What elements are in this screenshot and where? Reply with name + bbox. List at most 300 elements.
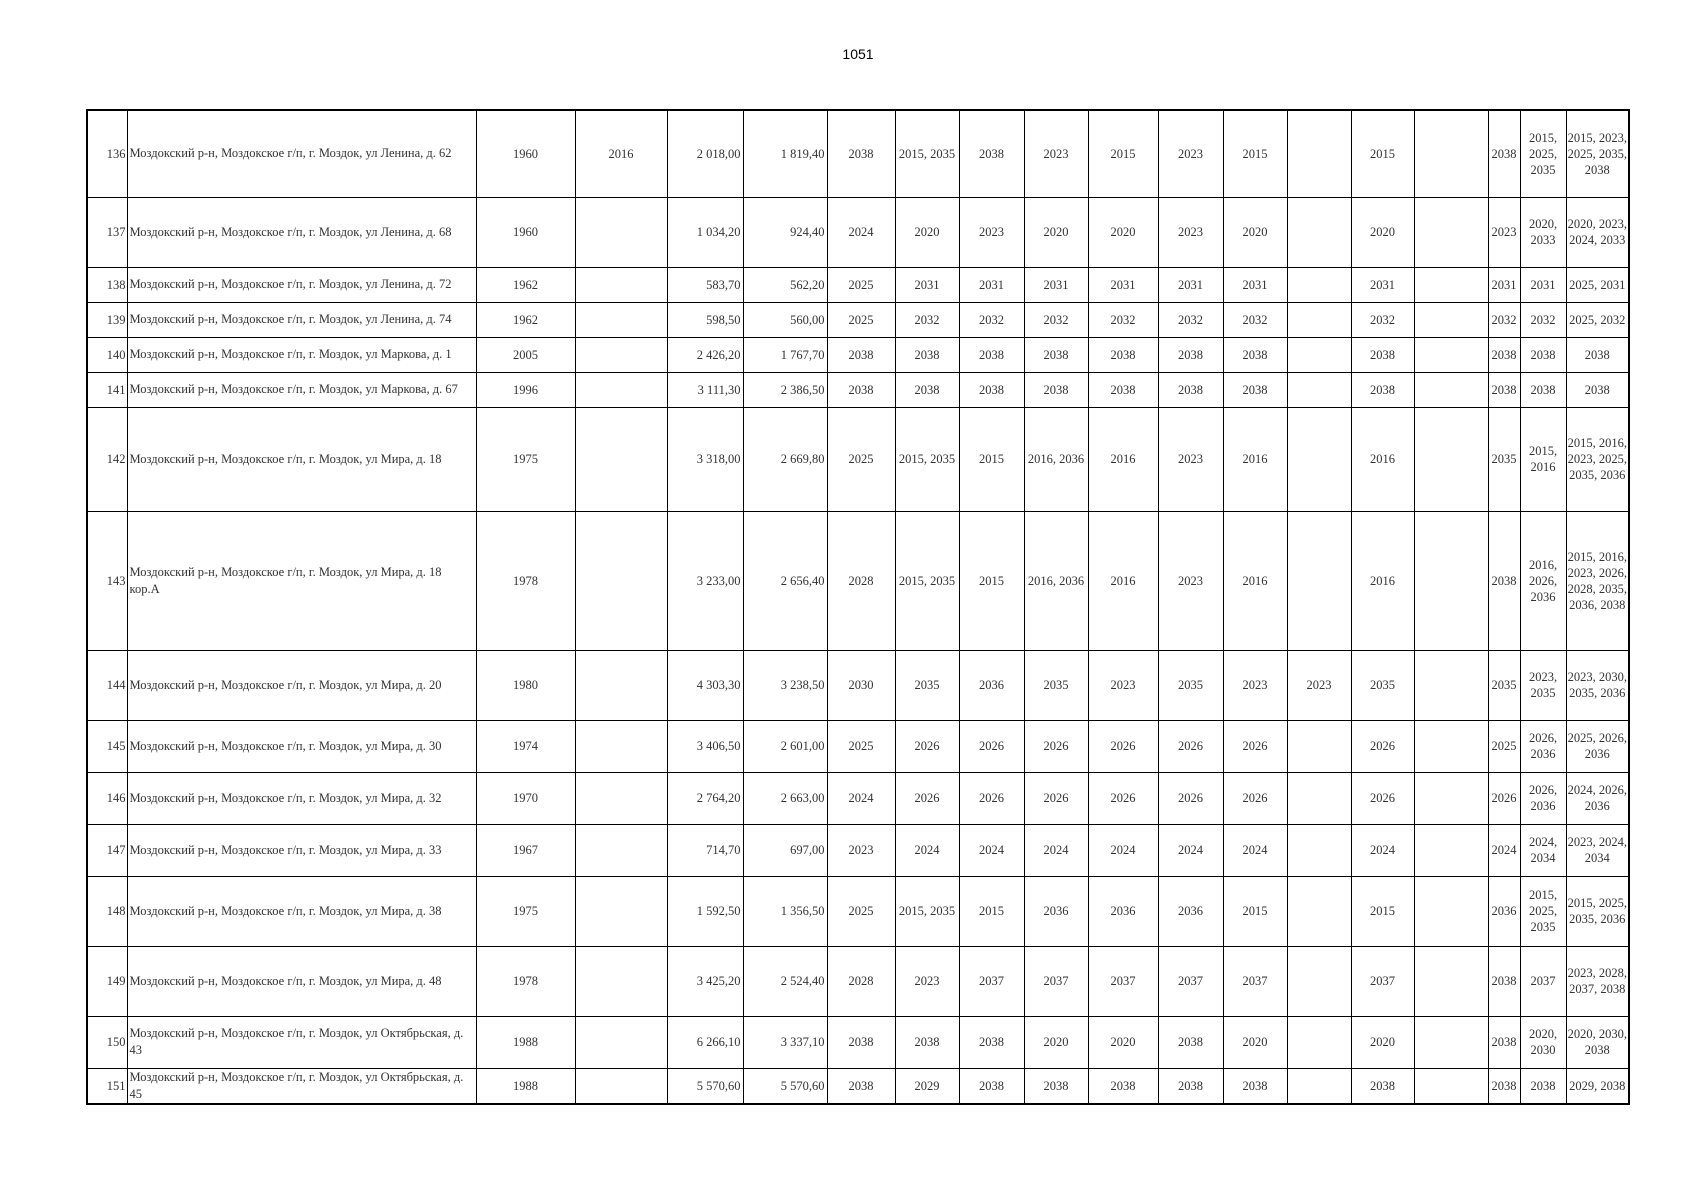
elevator-repair-year: [1287, 197, 1351, 267]
table-row: [87, 1016, 1629, 1068]
facade-repair-year: [1414, 720, 1488, 772]
facade-repair-year: [1414, 302, 1488, 337]
table-row: [87, 876, 1629, 946]
gas-repair-year: 2031: [1223, 267, 1287, 302]
privatization-year: [575, 407, 667, 511]
metering-repair-year: 2020, 2033: [1520, 197, 1566, 267]
total-area: 3 406,50: [667, 720, 743, 772]
build-year: 1978: [476, 946, 575, 1016]
living-area: 3 238,50: [743, 650, 827, 720]
roof-repair-year: 2028: [827, 511, 895, 650]
electric-repair-year: 2038: [1158, 337, 1223, 372]
foundation-repair-year: 2035: [1488, 407, 1520, 511]
roof-repair-year: 2025: [827, 720, 895, 772]
cold-water-repair-year: 2024: [1024, 824, 1088, 876]
sewerage-repair-year: 2023: [1088, 650, 1158, 720]
address: Моздокский р-н, Моздокское г/п, г. Моздок, ул Октябрьская, д. 43: [127, 1016, 476, 1068]
facade-repair-year: [1414, 946, 1488, 1016]
total-area: 714,70: [667, 824, 743, 876]
gas-repair-year: 2015: [1223, 876, 1287, 946]
electric-repair-year: 2038: [1158, 372, 1223, 407]
living-area: 924,40: [743, 197, 827, 267]
cold-water-repair-year: 2036: [1024, 876, 1088, 946]
facade-repair-year: [1414, 1068, 1488, 1104]
sewerage-repair-year: 2037: [1088, 946, 1158, 1016]
foundation-repair-year: 2038: [1488, 372, 1520, 407]
gas-repair-year: 2038: [1223, 372, 1287, 407]
roof-repair-year: 2024: [827, 197, 895, 267]
cold-water-repair-year: 2023: [1024, 110, 1088, 197]
table-row: [87, 946, 1629, 1016]
basement-repair-year: 2015: [1351, 110, 1414, 197]
living-area: 560,00: [743, 302, 827, 337]
sewerage-repair-year: 2032: [1088, 302, 1158, 337]
table-row: [87, 197, 1629, 267]
living-area: 3 337,10: [743, 1016, 827, 1068]
facade-repair-year: [1414, 372, 1488, 407]
cold-water-repair-year: 2031: [1024, 267, 1088, 302]
address: Моздокский р-н, Моздокское г/п, г. Моздок, ул Мира, д. 20: [127, 650, 476, 720]
cold-water-repair-year: 2038: [1024, 372, 1088, 407]
cold-water-repair-year: 2038: [1024, 1068, 1088, 1104]
basement-repair-year: 2020: [1351, 197, 1414, 267]
address: Моздокский р-н, Моздокское г/п, г. Моздок, ул Ленина, д. 62: [127, 110, 476, 197]
facade-repair-year: [1414, 267, 1488, 302]
elevator-repair-year: [1287, 302, 1351, 337]
basement-repair-year: 2015: [1351, 876, 1414, 946]
sewerage-repair-year: 2024: [1088, 824, 1158, 876]
facade-repair-year: [1414, 772, 1488, 824]
heating-repair-year: 2026: [895, 772, 959, 824]
elevator-repair-year: [1287, 876, 1351, 946]
row-number: 149: [87, 946, 127, 1016]
total-area: 598,50: [667, 302, 743, 337]
foundation-repair-year: 2038: [1488, 946, 1520, 1016]
total-area: 3 233,00: [667, 511, 743, 650]
total-area: 3 425,20: [667, 946, 743, 1016]
heating-repair-year: 2020: [895, 197, 959, 267]
facade-repair-year: [1414, 197, 1488, 267]
electric-repair-year: 2038: [1158, 1016, 1223, 1068]
table-row: [87, 772, 1629, 824]
build-year: 1960: [476, 110, 575, 197]
privatization-year: [575, 337, 667, 372]
living-area: 2 386,50: [743, 372, 827, 407]
row-number: 151: [87, 1068, 127, 1104]
roof-repair-year: 2038: [827, 1068, 895, 1104]
electric-repair-year: 2023: [1158, 407, 1223, 511]
elevator-repair-year: [1287, 772, 1351, 824]
all-works-years: 2015, 2023, 2025, 2035, 2038: [1566, 110, 1629, 197]
build-year: 1974: [476, 720, 575, 772]
privatization-year: [575, 302, 667, 337]
address: Моздокский р-н, Моздокское г/п, г. Моздок, ул Ленина, д. 72: [127, 267, 476, 302]
foundation-repair-year: 2031: [1488, 267, 1520, 302]
all-works-years: 2023, 2030, 2035, 2036: [1566, 650, 1629, 720]
hot-water-repair-year: 2023: [959, 197, 1024, 267]
all-works-years: 2029, 2038: [1566, 1068, 1629, 1104]
cold-water-repair-year: 2032: [1024, 302, 1088, 337]
heating-repair-year: 2026: [895, 720, 959, 772]
elevator-repair-year: [1287, 1016, 1351, 1068]
row-number: 140: [87, 337, 127, 372]
metering-repair-year: 2038: [1520, 1068, 1566, 1104]
gas-repair-year: 2032: [1223, 302, 1287, 337]
cold-water-repair-year: 2026: [1024, 720, 1088, 772]
living-area: 2 669,80: [743, 407, 827, 511]
elevator-repair-year: [1287, 407, 1351, 511]
build-year: 1980: [476, 650, 575, 720]
row-number: 139: [87, 302, 127, 337]
address: Моздокский р-н, Моздокское г/п, г. Моздок, ул Мира, д. 18: [127, 407, 476, 511]
row-number: 143: [87, 511, 127, 650]
electric-repair-year: 2032: [1158, 302, 1223, 337]
foundation-repair-year: 2038: [1488, 511, 1520, 650]
roof-repair-year: 2025: [827, 407, 895, 511]
heating-repair-year: 2032: [895, 302, 959, 337]
sewerage-repair-year: 2026: [1088, 720, 1158, 772]
sewerage-repair-year: 2036: [1088, 876, 1158, 946]
all-works-years: 2015, 2016, 2023, 2026, 2028, 2035, 2036, 2038: [1566, 511, 1629, 650]
metering-repair-year: 2024, 2034: [1520, 824, 1566, 876]
privatization-year: [575, 511, 667, 650]
foundation-repair-year: 2026: [1488, 772, 1520, 824]
row-number: 137: [87, 197, 127, 267]
cold-water-repair-year: 2026: [1024, 772, 1088, 824]
foundation-repair-year: 2038: [1488, 1068, 1520, 1104]
hot-water-repair-year: 2038: [959, 110, 1024, 197]
privatization-year: [575, 197, 667, 267]
basement-repair-year: 2026: [1351, 720, 1414, 772]
metering-repair-year: 2015, 2016: [1520, 407, 1566, 511]
row-number: 142: [87, 407, 127, 511]
gas-repair-year: 2020: [1223, 197, 1287, 267]
housing-repair-table: [86, 109, 1630, 1105]
hot-water-repair-year: 2024: [959, 824, 1024, 876]
row-number: 150: [87, 1016, 127, 1068]
heating-repair-year: 2024: [895, 824, 959, 876]
hot-water-repair-year: 2032: [959, 302, 1024, 337]
foundation-repair-year: 2023: [1488, 197, 1520, 267]
facade-repair-year: [1414, 824, 1488, 876]
sewerage-repair-year: 2015: [1088, 110, 1158, 197]
privatization-year: [575, 946, 667, 1016]
living-area: 1 767,70: [743, 337, 827, 372]
address: Моздокский р-н, Моздокское г/п, г. Моздок, ул Ленина, д. 68: [127, 197, 476, 267]
row-number: 144: [87, 650, 127, 720]
table-row: [87, 372, 1629, 407]
facade-repair-year: [1414, 110, 1488, 197]
living-area: 5 570,60: [743, 1068, 827, 1104]
table-row: [87, 407, 1629, 511]
privatization-year: [575, 876, 667, 946]
living-area: 562,20: [743, 267, 827, 302]
heating-repair-year: 2015, 2035: [895, 511, 959, 650]
build-year: 1962: [476, 267, 575, 302]
roof-repair-year: 2030: [827, 650, 895, 720]
basement-repair-year: 2037: [1351, 946, 1414, 1016]
sewerage-repair-year: 2020: [1088, 197, 1158, 267]
address: Моздокский р-н, Моздокское г/п, г. Моздок, ул Октябрьская, д. 45: [127, 1068, 476, 1104]
hot-water-repair-year: 2031: [959, 267, 1024, 302]
hot-water-repair-year: 2026: [959, 720, 1024, 772]
basement-repair-year: 2038: [1351, 372, 1414, 407]
cold-water-repair-year: 2020: [1024, 197, 1088, 267]
all-works-years: 2025, 2032: [1566, 302, 1629, 337]
cold-water-repair-year: 2038: [1024, 337, 1088, 372]
elevator-repair-year: 2023: [1287, 650, 1351, 720]
build-year: 1975: [476, 876, 575, 946]
all-works-years: 2020, 2023, 2024, 2033: [1566, 197, 1629, 267]
living-area: 2 663,00: [743, 772, 827, 824]
electric-repair-year: 2023: [1158, 110, 1223, 197]
row-number: 141: [87, 372, 127, 407]
build-year: 1978: [476, 511, 575, 650]
elevator-repair-year: [1287, 110, 1351, 197]
privatization-year: [575, 372, 667, 407]
hot-water-repair-year: 2026: [959, 772, 1024, 824]
elevator-repair-year: [1287, 511, 1351, 650]
address: Моздокский р-н, Моздокское г/п, г. Моздок, ул Мира, д. 33: [127, 824, 476, 876]
roof-repair-year: 2023: [827, 824, 895, 876]
hot-water-repair-year: 2037: [959, 946, 1024, 1016]
address: Моздокский р-н, Моздокское г/п, г. Моздок, ул Мира, д. 32: [127, 772, 476, 824]
build-year: 2005: [476, 337, 575, 372]
electric-repair-year: 2026: [1158, 772, 1223, 824]
heating-repair-year: 2031: [895, 267, 959, 302]
electric-repair-year: 2038: [1158, 1068, 1223, 1104]
elevator-repair-year: [1287, 1068, 1351, 1104]
metering-repair-year: 2031: [1520, 267, 1566, 302]
table-row: [87, 267, 1629, 302]
metering-repair-year: 2023, 2035: [1520, 650, 1566, 720]
address: Моздокский р-н, Моздокское г/п, г. Моздок, ул Ленина, д. 74: [127, 302, 476, 337]
living-area: 697,00: [743, 824, 827, 876]
electric-repair-year: 2037: [1158, 946, 1223, 1016]
foundation-repair-year: 2038: [1488, 337, 1520, 372]
gas-repair-year: 2016: [1223, 511, 1287, 650]
sewerage-repair-year: 2038: [1088, 337, 1158, 372]
row-number: 145: [87, 720, 127, 772]
roof-repair-year: 2038: [827, 372, 895, 407]
basement-repair-year: 2038: [1351, 1068, 1414, 1104]
sewerage-repair-year: 2020: [1088, 1016, 1158, 1068]
electric-repair-year: 2036: [1158, 876, 1223, 946]
electric-repair-year: 2023: [1158, 197, 1223, 267]
build-year: 1975: [476, 407, 575, 511]
foundation-repair-year: 2025: [1488, 720, 1520, 772]
hot-water-repair-year: 2015: [959, 407, 1024, 511]
hot-water-repair-year: 2038: [959, 1016, 1024, 1068]
table-row: [87, 650, 1629, 720]
all-works-years: 2015, 2025, 2035, 2036: [1566, 876, 1629, 946]
heating-repair-year: 2015, 2035: [895, 407, 959, 511]
all-works-years: 2023, 2028, 2037, 2038: [1566, 946, 1629, 1016]
electric-repair-year: 2026: [1158, 720, 1223, 772]
row-number: 146: [87, 772, 127, 824]
total-area: 2 764,20: [667, 772, 743, 824]
total-area: 2 426,20: [667, 337, 743, 372]
facade-repair-year: [1414, 337, 1488, 372]
address: Моздокский р-н, Моздокское г/п, г. Моздок, ул Мира, д. 48: [127, 946, 476, 1016]
heating-repair-year: 2029: [895, 1068, 959, 1104]
all-works-years: 2025, 2031: [1566, 267, 1629, 302]
hot-water-repair-year: 2038: [959, 372, 1024, 407]
roof-repair-year: 2025: [827, 302, 895, 337]
sewerage-repair-year: 2031: [1088, 267, 1158, 302]
table-row: [87, 110, 1629, 197]
total-area: 1 034,20: [667, 197, 743, 267]
cold-water-repair-year: 2016, 2036: [1024, 407, 1088, 511]
metering-repair-year: 2026, 2036: [1520, 772, 1566, 824]
total-area: 3 318,00: [667, 407, 743, 511]
gas-repair-year: 2023: [1223, 650, 1287, 720]
sewerage-repair-year: 2016: [1088, 511, 1158, 650]
all-works-years: 2020, 2030, 2038: [1566, 1016, 1629, 1068]
heating-repair-year: 2038: [895, 337, 959, 372]
electric-repair-year: 2035: [1158, 650, 1223, 720]
living-area: 1 819,40: [743, 110, 827, 197]
foundation-repair-year: 2036: [1488, 876, 1520, 946]
total-area: 2 018,00: [667, 110, 743, 197]
page-number: 1051: [842, 46, 874, 62]
row-number: 138: [87, 267, 127, 302]
privatization-year: 2016: [575, 110, 667, 197]
gas-repair-year: 2026: [1223, 720, 1287, 772]
all-works-years: 2025, 2026, 2036: [1566, 720, 1629, 772]
basement-repair-year: 2024: [1351, 824, 1414, 876]
heating-repair-year: 2015, 2035: [895, 876, 959, 946]
gas-repair-year: 2015: [1223, 110, 1287, 197]
hot-water-repair-year: 2015: [959, 876, 1024, 946]
foundation-repair-year: 2024: [1488, 824, 1520, 876]
all-works-years: 2015, 2016, 2023, 2025, 2035, 2036: [1566, 407, 1629, 511]
total-area: 4 303,30: [667, 650, 743, 720]
all-works-years: 2038: [1566, 372, 1629, 407]
basement-repair-year: 2031: [1351, 267, 1414, 302]
elevator-repair-year: [1287, 720, 1351, 772]
basement-repair-year: 2026: [1351, 772, 1414, 824]
roof-repair-year: 2038: [827, 1016, 895, 1068]
address: Моздокский р-н, Моздокское г/п, г. Моздок, ул Мира, д. 18 кор.А: [127, 511, 476, 650]
total-area: 1 592,50: [667, 876, 743, 946]
table-row: [87, 302, 1629, 337]
gas-repair-year: 2038: [1223, 1068, 1287, 1104]
metering-repair-year: 2038: [1520, 337, 1566, 372]
table-row: [87, 720, 1629, 772]
metering-repair-year: 2032: [1520, 302, 1566, 337]
basement-repair-year: 2016: [1351, 407, 1414, 511]
heating-repair-year: 2023: [895, 946, 959, 1016]
roof-repair-year: 2025: [827, 267, 895, 302]
build-year: 1967: [476, 824, 575, 876]
address: Моздокский р-н, Моздокское г/п, г. Моздок, ул Мира, д. 30: [127, 720, 476, 772]
foundation-repair-year: 2038: [1488, 1016, 1520, 1068]
living-area: 1 356,50: [743, 876, 827, 946]
electric-repair-year: 2031: [1158, 267, 1223, 302]
basement-repair-year: 2035: [1351, 650, 1414, 720]
cold-water-repair-year: 2016, 2036: [1024, 511, 1088, 650]
foundation-repair-year: 2038: [1488, 110, 1520, 197]
table-row: [87, 1068, 1629, 1104]
privatization-year: [575, 267, 667, 302]
foundation-repair-year: 2035: [1488, 650, 1520, 720]
build-year: 1996: [476, 372, 575, 407]
facade-repair-year: [1414, 650, 1488, 720]
cold-water-repair-year: 2020: [1024, 1016, 1088, 1068]
build-year: 1988: [476, 1068, 575, 1104]
hot-water-repair-year: 2036: [959, 650, 1024, 720]
elevator-repair-year: [1287, 372, 1351, 407]
table-row: [87, 337, 1629, 372]
table-row: [87, 824, 1629, 876]
roof-repair-year: 2038: [827, 110, 895, 197]
privatization-year: [575, 772, 667, 824]
metering-repair-year: 2015, 2025, 2035: [1520, 110, 1566, 197]
facade-repair-year: [1414, 511, 1488, 650]
gas-repair-year: 2016: [1223, 407, 1287, 511]
roof-repair-year: 2024: [827, 772, 895, 824]
metering-repair-year: 2038: [1520, 372, 1566, 407]
hot-water-repair-year: 2015: [959, 511, 1024, 650]
gas-repair-year: 2038: [1223, 337, 1287, 372]
metering-repair-year: 2016, 2026, 2036: [1520, 511, 1566, 650]
total-area: 5 570,60: [667, 1068, 743, 1104]
elevator-repair-year: [1287, 267, 1351, 302]
basement-repair-year: 2020: [1351, 1016, 1414, 1068]
roof-repair-year: 2028: [827, 946, 895, 1016]
build-year: 1970: [476, 772, 575, 824]
elevator-repair-year: [1287, 946, 1351, 1016]
heating-repair-year: 2038: [895, 372, 959, 407]
cold-water-repair-year: 2035: [1024, 650, 1088, 720]
metering-repair-year: 2020, 2030: [1520, 1016, 1566, 1068]
electric-repair-year: 2024: [1158, 824, 1223, 876]
living-area: 2 601,00: [743, 720, 827, 772]
sewerage-repair-year: 2038: [1088, 1068, 1158, 1104]
facade-repair-year: [1414, 1016, 1488, 1068]
address: Моздокский р-н, Моздокское г/п, г. Моздок, ул Маркова, д. 67: [127, 372, 476, 407]
row-number: 148: [87, 876, 127, 946]
all-works-years: 2038: [1566, 337, 1629, 372]
cold-water-repair-year: 2037: [1024, 946, 1088, 1016]
table-row: [87, 511, 1629, 650]
metering-repair-year: 2037: [1520, 946, 1566, 1016]
roof-repair-year: 2025: [827, 876, 895, 946]
all-works-years: 2023, 2024, 2034: [1566, 824, 1629, 876]
elevator-repair-year: [1287, 337, 1351, 372]
all-works-years: 2024, 2026, 2036: [1566, 772, 1629, 824]
facade-repair-year: [1414, 876, 1488, 946]
privatization-year: [575, 1016, 667, 1068]
address: Моздокский р-н, Моздокское г/п, г. Моздок, ул Маркова, д. 1: [127, 337, 476, 372]
sewerage-repair-year: 2026: [1088, 772, 1158, 824]
living-area: 2 656,40: [743, 511, 827, 650]
electric-repair-year: 2023: [1158, 511, 1223, 650]
build-year: 1960: [476, 197, 575, 267]
gas-repair-year: 2026: [1223, 772, 1287, 824]
total-area: 6 266,10: [667, 1016, 743, 1068]
gas-repair-year: 2037: [1223, 946, 1287, 1016]
gas-repair-year: 2020: [1223, 1016, 1287, 1068]
basement-repair-year: 2032: [1351, 302, 1414, 337]
gas-repair-year: 2024: [1223, 824, 1287, 876]
roof-repair-year: 2038: [827, 337, 895, 372]
metering-repair-year: 2026, 2036: [1520, 720, 1566, 772]
heating-repair-year: 2015, 2035: [895, 110, 959, 197]
privatization-year: [575, 1068, 667, 1104]
address: Моздокский р-н, Моздокское г/п, г. Моздок, ул Мира, д. 38: [127, 876, 476, 946]
